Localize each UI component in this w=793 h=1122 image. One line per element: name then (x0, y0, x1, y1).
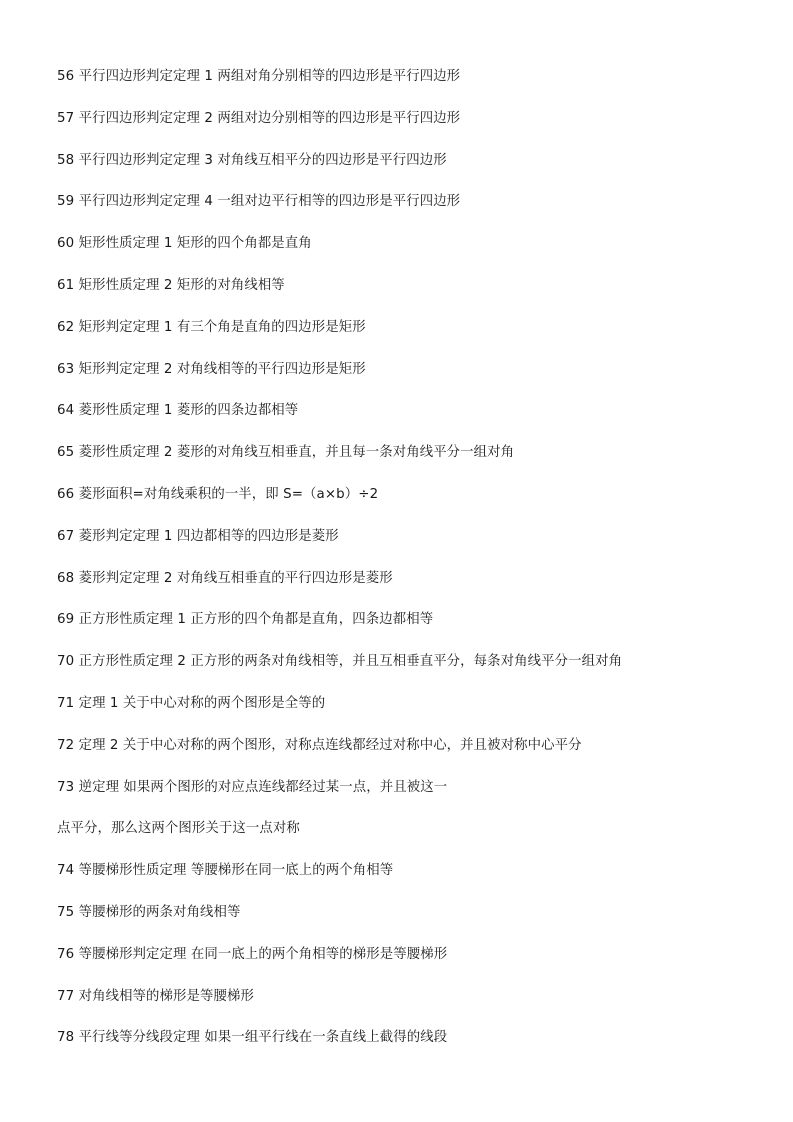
text-line: 64 菱形性质定理 1 菱形的四条边都相等 (57, 403, 299, 419)
text-line: 71 定理 1 关于中心对称的两个图形是全等的 (57, 695, 326, 711)
text-line: 74 等腰梯形性质定理 等腰梯形在同一底上的两个角相等 (57, 863, 394, 879)
text-line: 70 正方形性质定理 2 正方形的两条对角线相等，并且互相垂直平分，每条对角线平分一组对角 (57, 654, 623, 670)
text-line: 63 矩形判定定理 2 对角线相等的平行四边形是矩形 (57, 361, 366, 377)
text-line: 60 矩形性质定理 1 矩形的四个角都是直角 (57, 236, 312, 252)
text-line: 59 平行四边形判定定理 4 一组对边平行相等的四边形是平行四边形 (57, 194, 461, 210)
text-line: 76 等腰梯形判定定理 在同一底上的两个角相等的梯形是等腰梯形 (57, 946, 448, 962)
text-line: 78 平行线等分线段定理 如果一组平行线在一条直线上截得的线段 (57, 1030, 448, 1046)
text-line: 75 等腰梯形的两条对角线相等 (57, 904, 241, 920)
text-line: 72 定理 2 关于中心对称的两个图形，对称点连线都经过对称中心，并且被对称中心平分 (57, 737, 582, 753)
text-line: 66 菱形面积=对角线乘积的一半，即 S=（a×b）÷2 (57, 486, 379, 502)
theorem-list (57, 66, 777, 1069)
text-line: 57 平行四边形判定定理 2 两组对边分别相等的四边形是平行四边形 (57, 110, 461, 126)
text-line: 58 平行四边形判定定理 3 对角线互相平分的四边形是平行四边形 (57, 152, 447, 168)
text-line: 62 矩形判定定理 1 有三个角是直角的四边形是矩形 (57, 319, 366, 335)
text-line: 68 菱形判定定理 2 对角线互相垂直的平行四边形是菱形 (57, 570, 393, 586)
text-line: 65 菱形性质定理 2 菱形的对角线互相垂直，并且每一条对角线平分一组对角 (57, 445, 515, 461)
text-line: 点平分，那么这两个图形关于这一点对称 (57, 821, 300, 837)
text-line: 67 菱形判定定理 1 四边都相等的四边形是菱形 (57, 528, 339, 544)
text-line: 77 对角线相等的梯形是等腰梯形 (57, 988, 254, 1004)
text-line: 73 逆定理 如果两个图形的对应点连线都经过某一点，并且被这一 (57, 779, 448, 795)
text-line: 69 正方形性质定理 1 正方形的四个角都是直角，四条边都相等 (57, 612, 434, 628)
text-line: 61 矩形性质定理 2 矩形的对角线相等 (57, 277, 285, 293)
text-line: 56 平行四边形判定定理 1 两组对角分别相等的四边形是平行四边形 (57, 69, 461, 84)
